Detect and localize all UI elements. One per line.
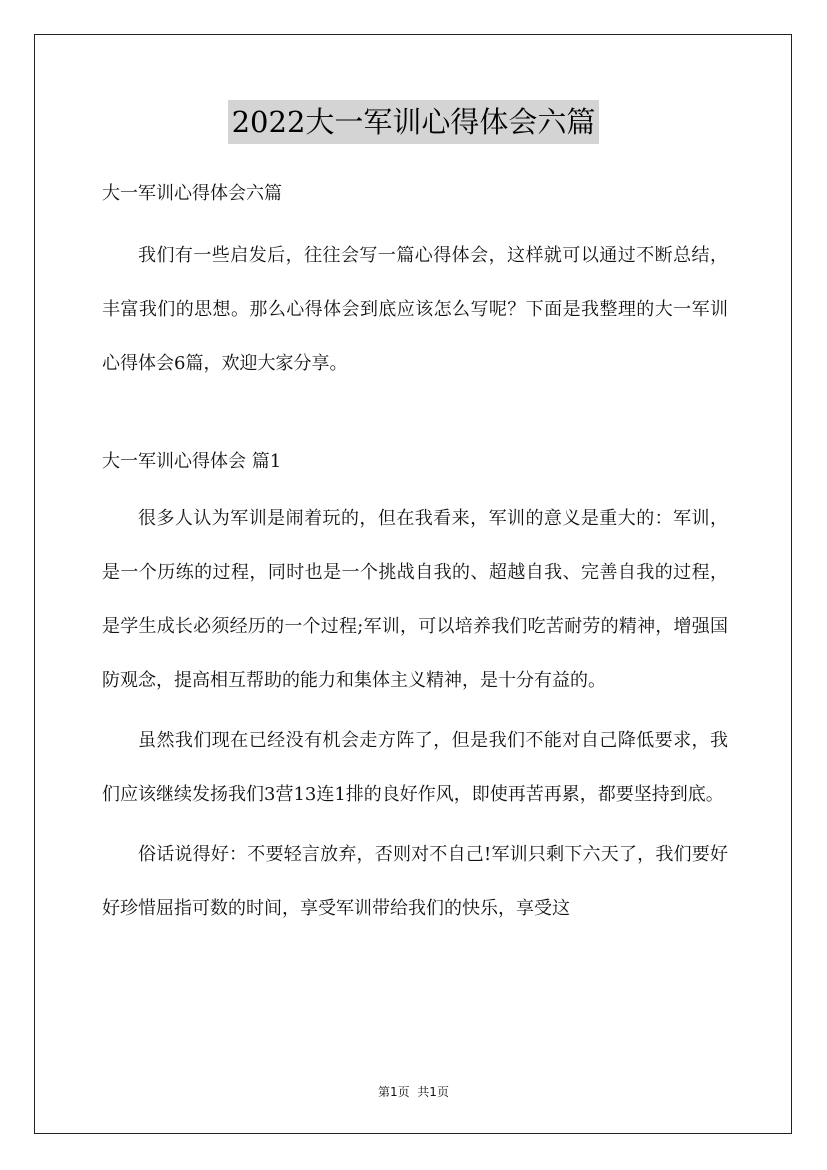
body-paragraph-2: 虽然我们现在已经没有机会走方阵了，但是我们不能对自己降低要求，我们应该继续发扬我们3营13连1排的良好作风，即使再苦再累，都要坚持到底。 [102, 730, 728, 805]
article-heading: 大一军训心得体会 篇1 [102, 451, 282, 472]
document-title: 2022大一军训心得体会六篇 [228, 100, 600, 144]
intro-paragraph: 我们有一些启发后，往往会写一篇心得体会，这样就可以通过不断总结，丰富我们的思想。那么心得体会到底应该怎么写呢？下面是我整理的大一军训心得体会6篇，欢迎大家分享。 [102, 245, 728, 374]
document-body [102, 178, 728, 936]
page-number: 第1页 共1页 [378, 1085, 449, 1099]
body-paragraph-1: 很多人认为军训是闹着玩的，但在我看来，军训的意义是重大的：军训，是一个历练的过程，同时也是一个挑战自我的、超越自我、完善自我的过程，是学生成长必须经历的一个过程;军训，可以培养我们吃苦耐劳的精神，增强国防观念，提高相互帮助的能力和集体主义精神，是十分有益的。 [102, 508, 728, 691]
page-footer [0, 1084, 827, 1100]
section-heading: 大一军训心得体会六篇 [102, 183, 282, 204]
document-title-container [0, 100, 827, 144]
body-paragraph-3: 俗话说得好：不要轻言放弃，否则对不自己!军训只剩下六天了，我们要好好珍惜屈指可数的时间，享受军训带给我们的快乐，享受这 [102, 844, 728, 919]
